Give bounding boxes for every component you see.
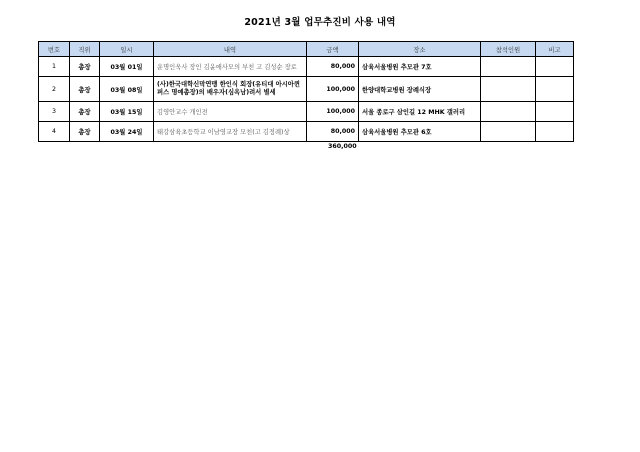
row-note — [536, 57, 574, 77]
header-place: 장소 — [359, 42, 481, 57]
row-note — [536, 77, 574, 102]
row-no: 3 — [39, 102, 70, 122]
row-attendees — [481, 122, 536, 142]
header-note: 비고 — [536, 42, 574, 57]
row-date: 03월 15일 — [100, 102, 154, 122]
row-no: 4 — [39, 122, 70, 142]
table-row — [39, 77, 574, 102]
row-place: 삼육서울병원 추모관 7호 — [359, 57, 481, 77]
row-no: 1 — [39, 57, 70, 77]
row-detail: 태강삼육초등학교 이남영교장 모친(고 김정례)상 — [154, 122, 307, 142]
row-attendees — [481, 102, 536, 122]
row-detail: 김영안교수 개인전 — [154, 102, 307, 122]
row-detail: 운명인욱사 장인 김윤애사모의 부친 고 김성순 장로 — [154, 57, 307, 77]
document-title: 2021년 3월 업무추진비 사용 내역 — [244, 17, 396, 28]
row-date: 03월 01일 — [100, 57, 154, 77]
row-amount: 80,000 — [307, 57, 359, 77]
row-place: 삼육서울병원 추모관 6호 — [359, 122, 481, 142]
row-detail: (사)한국대학신막연맹 한인식 회장(유티대 아시아퀸퍼스 명예총장)의 배우자(심옥남)려서 별세 — [154, 77, 307, 102]
expense-table — [38, 41, 574, 142]
row-note — [536, 102, 574, 122]
row-place: 서울 종로구 삼인길 12 MHK 갤러리 — [359, 102, 481, 122]
table-header-row — [39, 42, 574, 57]
row-position: 총장 — [70, 122, 100, 142]
total-amount: 360,000 — [328, 143, 357, 150]
row-amount: 80,000 — [307, 122, 359, 142]
row-amount: 100,000 — [307, 77, 359, 102]
table-row — [39, 122, 574, 142]
row-place: 한양대학교병원 장례식장 — [359, 77, 481, 102]
row-position: 총장 — [70, 102, 100, 122]
row-date: 03월 24일 — [100, 122, 154, 142]
row-attendees — [481, 57, 536, 77]
row-position: 총장 — [70, 57, 100, 77]
header-detail: 내역 — [154, 42, 307, 57]
header-date: 일시 — [100, 42, 154, 57]
header-amount: 금액 — [307, 42, 359, 57]
row-note — [536, 122, 574, 142]
table-row — [39, 57, 574, 77]
table-row — [39, 102, 574, 122]
header-no: 번호 — [39, 42, 70, 57]
row-amount: 100,000 — [307, 102, 359, 122]
row-no: 2 — [39, 77, 70, 102]
header-attendees: 참석인원 — [481, 42, 536, 57]
header-position: 직위 — [70, 42, 100, 57]
row-attendees — [481, 77, 536, 102]
row-position: 총장 — [70, 77, 100, 102]
row-date: 03월 08일 — [100, 77, 154, 102]
